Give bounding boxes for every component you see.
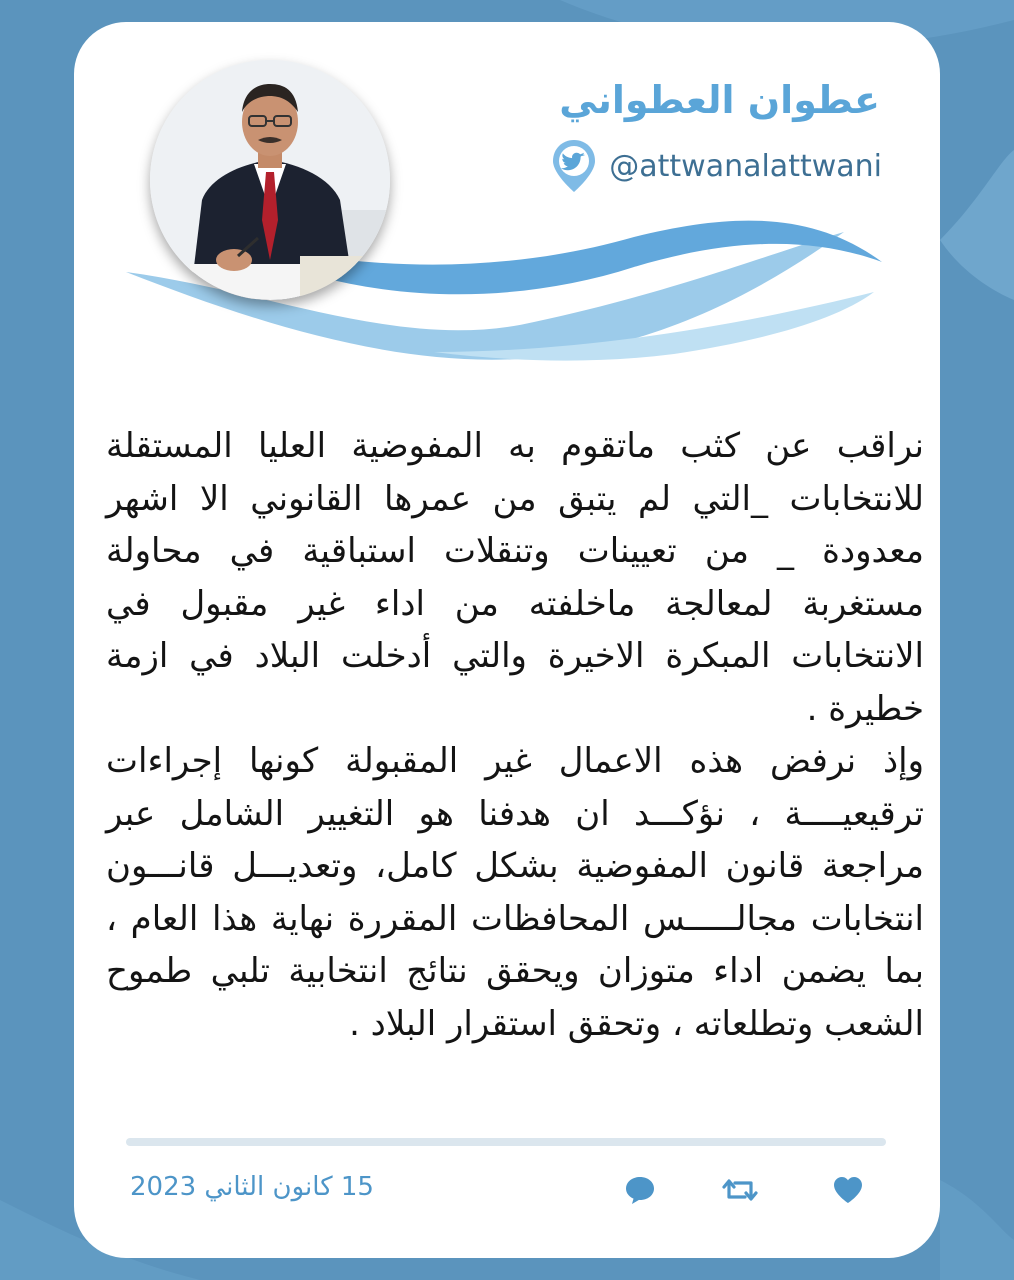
retweet-icon (721, 1175, 759, 1205)
handle-row (551, 138, 882, 194)
heart-icon (832, 1175, 864, 1205)
twitter-bird-icon (551, 138, 597, 194)
profile-photo-icon (150, 60, 390, 300)
display-name[interactable]: عطوان العطواني (559, 78, 880, 122)
profile-photo[interactable] (150, 60, 390, 300)
reply-button[interactable] (620, 1172, 660, 1208)
tweet-date: 15 كانون الثاني 2023 (130, 1172, 374, 1202)
tweet-paragraph: نراقب عن كثب ماتقوم به المفوضية العليا المستقلة للانتخابات _التي لم يتبق من عمرها القانوني الا اشهر معدودة _ من تعيينات وتنقلات استباقية في محاولة مستغربة لمعالجة ماخلفته من اداء غير مقبول في الانتخابات المبكرة الاخيرة والتي أدخلت البلاد في ازمة خطيرة . (106, 426, 924, 729)
tweet-paragraph: وإذ نرفض هذه الاعمال غير المقبولة كونها إجراءات ترقيعيــــة ، نؤكـــد ان هدفنا هو التغيير الشامل عبر مراجعة قانون المفوضية بشكل كامل، وتعديـــل قانـــون انتخابات مجالـــــس المحافظات المقررة نهاية هذا العام ، بما يضمن اداء متوزان ويحقق نتائج انتخابية تلبي طموح الشعب وتطلعاته ، وتحقق استقرار البلاد . (106, 741, 924, 1044)
comment-icon (623, 1174, 657, 1206)
tweet-text (106, 420, 924, 1050)
like-button[interactable] (828, 1172, 868, 1208)
handle[interactable]: @attwanalattwani (609, 148, 882, 184)
divider (126, 1138, 886, 1146)
tweet-card (74, 22, 940, 1258)
retweet-button[interactable] (720, 1172, 760, 1208)
